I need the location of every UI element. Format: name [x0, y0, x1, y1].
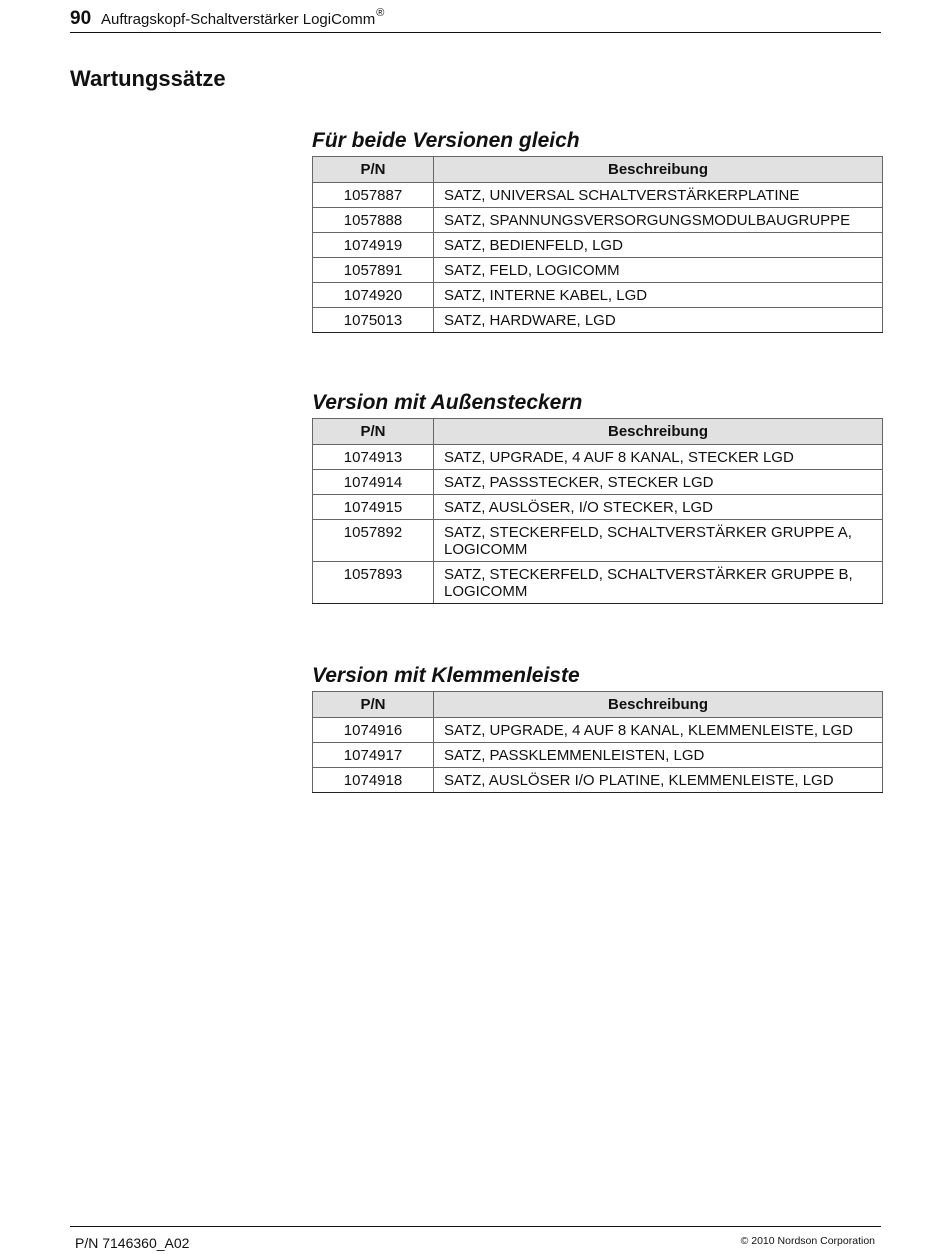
description-cell: SATZ, SPANNUNGSVERSORGUNGSMODULBAUGRUPPE [434, 208, 883, 233]
table-row [313, 495, 883, 520]
table-row [313, 562, 883, 604]
page-heading: Wartungssätze [70, 66, 226, 91]
column-header-description: Beschreibung [434, 692, 883, 718]
document-part-number: P/N 7146360_A02 [75, 1235, 190, 1251]
parts-table [312, 691, 883, 793]
description-cell: SATZ, STECKERFELD, SCHALTVERSTÄRKER GRUPPE B, LOGICOMM [434, 562, 883, 604]
description-cell: SATZ, HARDWARE, LGD [434, 308, 883, 333]
running-title-text: Auftragskopf-Schaltverstärker LogiComm [101, 11, 376, 28]
part-number-cell: 1057892 [313, 520, 434, 562]
description-cell: SATZ, UPGRADE, 4 AUF 8 KANAL, STECKER LGD [434, 445, 883, 470]
part-number-cell: 1074917 [313, 743, 434, 768]
page-footer [70, 1226, 881, 1253]
table-row [313, 258, 883, 283]
table-row [313, 768, 883, 793]
column-header-pn: P/N [313, 419, 434, 445]
part-number-cell: 1057888 [313, 208, 434, 233]
table-row [313, 308, 883, 333]
column-header-pn: P/N [313, 157, 434, 183]
table-row [313, 718, 883, 743]
running-title [101, 7, 385, 28]
part-number-cell: 1074915 [313, 495, 434, 520]
part-number-cell: 1074916 [313, 718, 434, 743]
parts-table [312, 418, 883, 604]
table-header-row [313, 157, 883, 183]
part-number-cell: 1074920 [313, 283, 434, 308]
section-terminal-strip [312, 663, 882, 793]
column-header-pn: P/N [313, 692, 434, 718]
column-header-description: Beschreibung [434, 419, 883, 445]
table-row [313, 283, 883, 308]
section-external-connectors [312, 390, 882, 604]
table-row [313, 208, 883, 233]
description-cell: SATZ, BEDIENFELD, LGD [434, 233, 883, 258]
part-number-cell: 1057887 [313, 183, 434, 208]
parts-table [312, 156, 883, 333]
page-number: 90 [70, 8, 92, 29]
table-row [313, 743, 883, 768]
part-number-cell: 1074918 [313, 768, 434, 793]
table-row [313, 233, 883, 258]
part-number-cell: 1057891 [313, 258, 434, 283]
section-title: Version mit Außensteckern [312, 391, 583, 414]
part-number-cell: 1075013 [313, 308, 434, 333]
description-cell: SATZ, UNIVERSAL SCHALTVERSTÄRKERPLATINE [434, 183, 883, 208]
section-title: Für beide Versionen gleich [312, 129, 580, 152]
description-cell: SATZ, INTERNE KABEL, LGD [434, 283, 883, 308]
page-header [70, 6, 881, 33]
table-row [313, 183, 883, 208]
part-number-cell: 1057893 [313, 562, 434, 604]
section-title: Version mit Klemmenleiste [312, 664, 580, 687]
description-cell: SATZ, PASSKLEMMENLEISTEN, LGD [434, 743, 883, 768]
description-cell: SATZ, PASSSTECKER, STECKER LGD [434, 470, 883, 495]
registered-mark: ® [376, 7, 385, 19]
copyright: © 2010 Nordson Corporation [740, 1235, 875, 1247]
table-header-row [313, 692, 883, 718]
description-cell: SATZ, AUSLÖSER, I/O STECKER, LGD [434, 495, 883, 520]
description-cell: SATZ, UPGRADE, 4 AUF 8 KANAL, KLEMMENLEISTE, LGD [434, 718, 883, 743]
part-number-cell: 1074913 [313, 445, 434, 470]
table-row [313, 520, 883, 562]
part-number-cell: 1074914 [313, 470, 434, 495]
description-cell: SATZ, FELD, LOGICOMM [434, 258, 883, 283]
table-row [313, 445, 883, 470]
description-cell: SATZ, AUSLÖSER I/O PLATINE, KLEMMENLEISTE, LGD [434, 768, 883, 793]
part-number-cell: 1074919 [313, 233, 434, 258]
description-cell: SATZ, STECKERFELD, SCHALTVERSTÄRKER GRUPPE A, LOGICOMM [434, 520, 883, 562]
table-header-row [313, 419, 883, 445]
column-header-description: Beschreibung [434, 157, 883, 183]
table-row [313, 470, 883, 495]
section-both-versions [312, 128, 882, 333]
